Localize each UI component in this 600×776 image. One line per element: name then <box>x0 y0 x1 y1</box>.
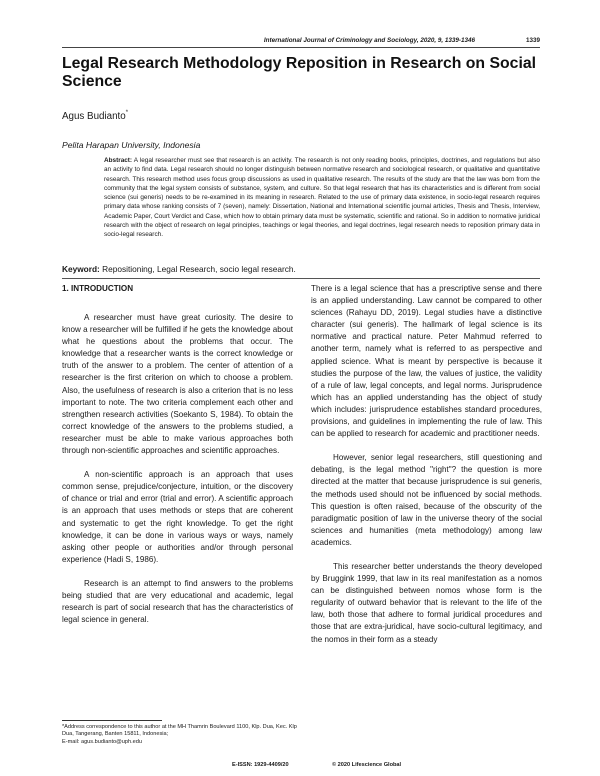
right-column <box>311 283 542 658</box>
body-paragraph: A non-scientific approach is an approach that uses common sense, prejudice/conjecture, intuition, or the discovery of chance or trial and error (trial and error). A scientific approach is an approach that uses methods or steps that are coherent and systematic to get the right knowledge. To get the right knowledge, it can be done in various ways or ways, namely asking other people or authorities and/or through personal experience (Hadi S, 1986). <box>62 470 293 564</box>
footer-issn: E-ISSN: 1929-4409/20 <box>232 762 289 768</box>
article-title: Legal Research Methodology Reposition in Research on Social Science <box>62 55 537 90</box>
footnote-email: E-mail: agus.budianto@uph.edu <box>62 738 143 745</box>
keywords-text: Repositioning, Legal Research, socio legal research. <box>102 264 296 274</box>
affiliation: Pelita Harapan University, Indonesia <box>62 140 201 150</box>
left-column <box>62 283 293 638</box>
header-divider <box>62 47 540 48</box>
footnote-address: *Address correspondence to this author at the MH Thamrin Boulevard 1100, Klp. Dua, Kec. Klp Dua, Tangerang, Banten 15811, Indonesia; <box>62 724 297 738</box>
correspondence-footnote <box>62 724 302 746</box>
author-name: Agus Budianto <box>62 111 126 122</box>
page-number: 1339 <box>525 37 540 44</box>
footnote-divider <box>62 720 162 721</box>
body-paragraph: There is a legal science that has a prescriptive sense and there is an applied understanding. Law cannot be compared to other sciences (Rahayu DD, 2019). Legal studies have a distinctive character (sui generis). The hallmark of legal science is its normative and practical nature. Peter Mahmud referred to another term, namely what is referred to as perspective and applied science. What is meant by perspective is because it studies the purpose of the law, the values of justice, the validity of a rule of law, legal concepts, and legal norms. Jurisprudence which has an applied understanding has the object of study which includes: jurisprudence establishes standard procedures, provisions, and guidelines in implementing the rule of law. This can be applied to research for academic and practitioner needs. <box>311 284 542 439</box>
abstract-text: A legal researcher must see that research is an activity. The research is not only reading books, principles, doctrines, and regulations but also an activity to find data. Legal research should no longer distinguish between normative research and sociological research, or qualitative and quantitative research. This research method uses focus group discussions as used in qualitative research. The results of the study are that the law was born from the community that the legal system consists of substance, system, and culture. So that legal research that has its characteristics and is different from social science (sui generis) needs to be re-examined in its meaning in research. Related to the use of primary data existence, in socio-legal research requires primary data whose ranking consists of 7 (seven), namely: Dissertation, National and International scientific journal articles, Thesis and Thesis, Interview, Academic Paper, Court Verdict and Case, which how to obtain primary data must be systematic, scientific and rational. So in addition to normative juridical research with the object of research on legal principles, teachings or legal theories, and legal doctrines, legal research needs to reposition primary data in socio-legal research. <box>104 157 540 239</box>
footer-copyright: © 2020 Lifescience Global <box>332 762 402 768</box>
section-heading-introduction: 1. INTRODUCTION <box>62 284 134 293</box>
journal-citation: International Journal of Criminology and Sociology, 2020, 9, 1339-1346 <box>263 37 475 44</box>
author-line <box>62 110 128 122</box>
keywords <box>62 264 542 274</box>
abstract <box>104 156 540 240</box>
author-mark: * <box>125 110 129 116</box>
keywords-divider <box>62 278 540 279</box>
body-paragraph: This researcher better understands the theory developed by Bruggink 1999, that law in its real manifestation as a nomos can be distinguished between nomos whose form is the regularity of outward behavior that is relevant to the life of the law, both those that adhere to formal juridical procedures and those that are extra-juridical, have socio-cultural legitimacy, and the nomos in their form as a steady <box>311 561 542 644</box>
abstract-label: Abstract: <box>104 157 133 164</box>
body-paragraph: A researcher must have great curiosity. The desire to know a researcher will be fulfilled if he gets the knowledge about what he questions about the problems that occur. The knowledge that a researcher wants is the correct knowledge or truth of the answer to a problem. The center of attention of a researcher is the first criterion on which to choose a problem. Also, the usefulness of research is also a criterion that is no less important to note. The two criteria complement each other and strengthen research activities (Soekanto S, 1984). To obtain the correct knowledge of the answers to the problems studied, a researcher must be able to make various approaches both through non-scientific approaches and scientific approaches. <box>62 313 293 456</box>
body-paragraph: Research is an attempt to find answers to the problems being studied that are very educational and academic, legal research is part of social research that has the characteristics of legal science in general. <box>62 578 293 625</box>
keywords-label: Keyword: <box>62 264 100 274</box>
body-paragraph: However, senior legal researchers, still questioning and debating, is the legal method "right"? the question is more directed at the matter that because jurisprudence is sui generis, the methods used should not be influenced by social methods. This question is often raised, because of the obscurity of the paradigmatic position of law in the universe theory of the social sciences and humanities (meta methodology) among law academics. <box>311 453 542 547</box>
